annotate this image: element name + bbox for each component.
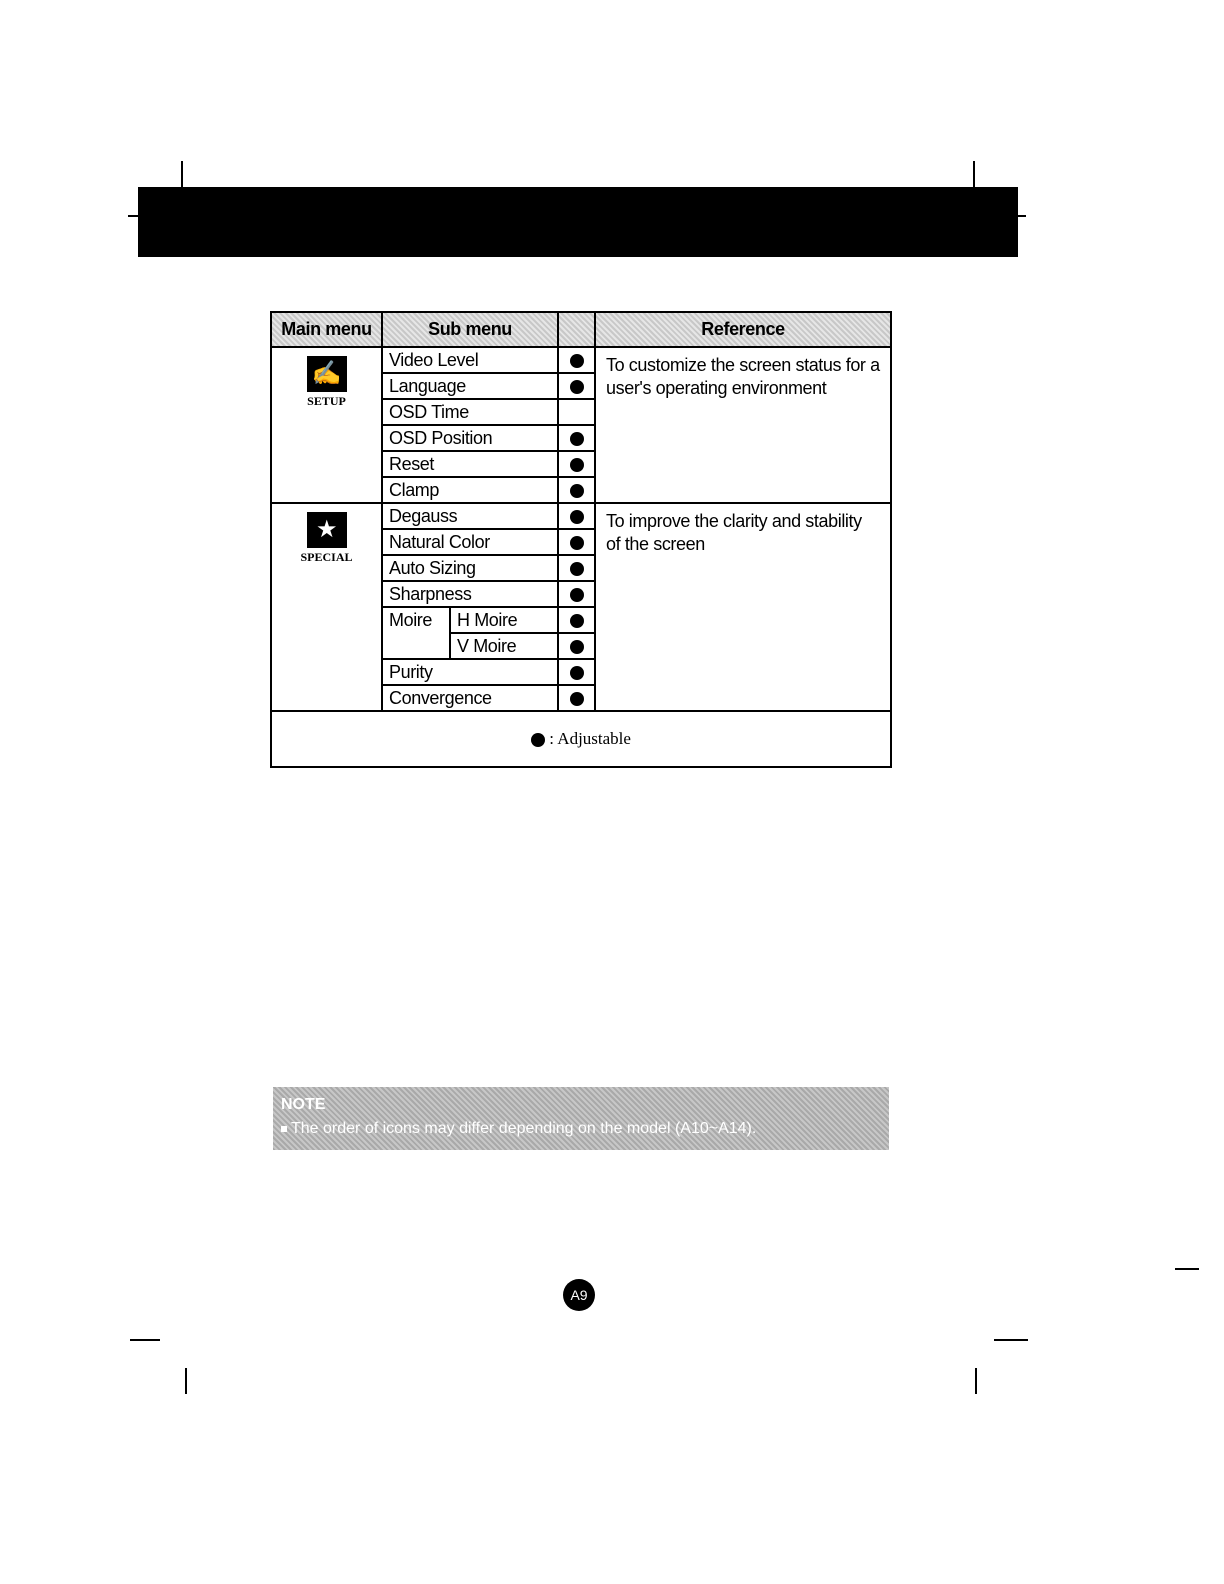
crop-mark <box>994 1339 1028 1341</box>
special-label: SPECIAL <box>300 550 353 564</box>
adjustable-dot-icon <box>570 562 584 576</box>
table-row <box>271 347 891 373</box>
adjustable-dot-icon <box>570 510 584 524</box>
bullet-icon <box>281 1126 287 1132</box>
adjustable-dot-icon <box>531 733 545 747</box>
adjustable-dot-icon <box>570 666 584 680</box>
crop-mark <box>973 161 975 187</box>
submenu-item: Video Level <box>382 347 558 373</box>
crop-mark <box>181 161 183 187</box>
submenu-item: Sharpness <box>382 581 558 607</box>
crop-mark <box>130 1339 160 1341</box>
setup-hand-icon: ✍ <box>307 356 347 392</box>
page-number: A9 <box>563 1279 595 1311</box>
submenu-item: Clamp <box>382 477 558 503</box>
adjustable-dot-icon <box>570 380 584 394</box>
legend-row <box>271 711 891 767</box>
table-header-row <box>271 312 891 347</box>
submenu-subitem: V Moire <box>450 633 558 659</box>
submenu-item: Moire <box>382 607 450 659</box>
adjustable-dot-icon <box>570 432 584 446</box>
osd-menu-table <box>270 311 892 768</box>
submenu-item: Auto Sizing <box>382 555 558 581</box>
adjustable-dot-icon <box>570 588 584 602</box>
crop-mark <box>1018 215 1026 217</box>
submenu-item: Language <box>382 373 558 399</box>
header-sub-menu: Sub menu <box>382 312 558 347</box>
adjustable-dot-icon <box>570 692 584 706</box>
setup-main-cell <box>271 347 382 503</box>
submenu-item: Natural Color <box>382 529 558 555</box>
adjustable-dot-icon <box>570 640 584 654</box>
adjustable-dot-icon <box>570 458 584 472</box>
header-bar <box>138 187 1018 257</box>
submenu-item: Reset <box>382 451 558 477</box>
adjustable-dot-icon <box>570 536 584 550</box>
submenu-item: Degauss <box>382 503 558 529</box>
header-reference: Reference <box>595 312 891 347</box>
note-box <box>273 1087 889 1150</box>
crop-mark <box>128 215 138 217</box>
submenu-item: Purity <box>382 659 558 685</box>
note-title: NOTE <box>281 1096 326 1113</box>
setup-label: SETUP <box>307 394 346 408</box>
crop-mark <box>185 1368 187 1394</box>
submenu-item: OSD Time <box>382 399 558 425</box>
header-main-menu: Main menu <box>271 312 382 347</box>
table-row <box>271 503 891 529</box>
header-adjust <box>558 312 595 347</box>
setup-reference: To customize the screen status for a user's operating environment <box>595 347 891 503</box>
special-reference: To improve the clarity and stability of the screen <box>595 503 891 711</box>
adjustable-dot-icon <box>570 614 584 628</box>
special-main-cell <box>271 503 382 711</box>
adjustable-dot-icon <box>570 484 584 498</box>
note-text: The order of icons may differ depending on the model (A10~A14). <box>291 1120 757 1137</box>
submenu-item: OSD Position <box>382 425 558 451</box>
crop-mark <box>975 1368 977 1394</box>
crop-mark <box>1175 1268 1199 1270</box>
submenu-subitem: H Moire <box>450 607 558 633</box>
adjustable-dot-icon <box>570 354 584 368</box>
legend-text: : Adjustable <box>549 729 631 748</box>
special-star-icon: ★ <box>307 512 347 548</box>
submenu-item: Convergence <box>382 685 558 711</box>
